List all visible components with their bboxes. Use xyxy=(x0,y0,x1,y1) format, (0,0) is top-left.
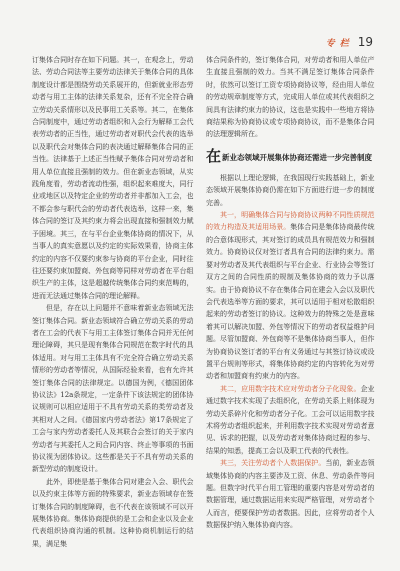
point-body: 集体合同是集体协商最传统的合意体现形式，其对签订的成员具有规范效力和强制效力。协商协议仅对签订者具有合同的法律约束力。需要对劳动者及其代表组织与平台企业、行业协会等签订双方之间的合同性质的规制及集体协商的效力予以落实。由于协商协议不存在集体合同在建会入会以及职代会代表选举等方面的要求，其可以适用于相对松散组织起来的劳动者签订的协议。这种效力的特殊之处是意味着其可以解决加盟、外包等情况下的劳动者权益维护问题。尽管加盟商、外包商等不是集体协商当事人，但作为协商协议签订者的平台有义务通过与其签订协议或设置平台规则等形式，将集体协商约定的内容转化为对劳动者和加盟商有约束力的内容。 xyxy=(206,223,375,381)
section-heading-text: 新业态领域开展集体协商还需进一步完善制度 xyxy=(222,152,373,162)
point-paragraph xyxy=(206,209,375,383)
point-body: 企业通过数字技术实现了去组织化，在劳动关系上则体现为劳动关系碎片化和劳动者分子化。工会可以运用数字技术将劳动者组织起来，并利用数字技术实现对劳动者意见、诉求的把握，以及劳动者对集体协商过程的参与、结果的知悉，提高工会以及职工代表的代表性。 xyxy=(206,384,375,455)
body-paragraph: 体合同条件的，签订集体合同，对劳动者和用人单位产生直接且强制的效力。当其不满足签订集体合同条件时，依然可以签订工资专项协商协议等，经由用人单位的劳动规章制度等方式，完成用人单位或其代表组织之间具有法律约束力的协议，这也是实践中一些地方将协商结果称为协商协议或专项协商协议，而不是集体合同的法理逻辑所在。 xyxy=(206,56,375,139)
body-paragraph: 订集体合同时存在如下问题。其一，在观念上，劳动法、劳动合同法等主要劳动法律关于集体合同的具体制度设计都是围绕劳动关系展开的，但新就业形态劳动者与用工主体的法律关系复杂，还有不完全符合确立劳动关系情形以及民事用工关系等。其二，在集体合同制度中，通过劳动者组织和入会行为解释工会代表劳动者的正当性，通过劳动者对职代会代表的选举以及职代会对集体合同的表决通过解释集体合同的正当性。法律基于上述正当性赋予集体合同对劳动者和用人单位直接且强制的效力。但在新业态领域，从实践角度看，劳动者流动性强，组织起来难度大，同行业或地区以及特定企业的劳动者并非都加入工会，也不都会参与职代会的劳动者代表选举，这样一来，集体合同的签订及其约束力将会出现直接和强制效力赋予困境。其三，在与平台企业集体协商的情况下，从当事人的真实意愿以及约定的实际效果看，协商主体约定的内容不仅要约束参与协商的平台企业，同时往往还要约束加盟商、外包商等同样对劳动者在平台组织生产的主体，这是超越传统集体合同约束范畴的，进而无法通过集体合同的理论解释。 xyxy=(32,56,194,300)
page-header xyxy=(326,35,373,49)
left-column xyxy=(32,54,194,550)
point-paragraph xyxy=(206,457,375,531)
page-number: 19 xyxy=(357,35,373,49)
body-paragraph: 此外，即使是基于集体合同对建会入会、职代会以及约束主体等方面的特殊要求，新业态领域存在签订集体合同的制度障碍，也不代表在该领域不可以开展集体协商。集体协商提供的是工会和企业以及企业代表组织协商沟通的机制。这种协商机制运行的结果，满足集 xyxy=(32,477,194,548)
point-lead: 其二，应用数字技术应对劳动者分子化现象。 xyxy=(220,384,361,393)
right-column xyxy=(206,54,375,532)
point-lead: 其三，关注劳动者个人数据保护。 xyxy=(220,459,326,468)
point-paragraph xyxy=(206,383,375,457)
column-label: 专栏 xyxy=(325,39,354,49)
section-heading xyxy=(206,147,375,165)
intro-paragraph: 根据以上理论逻辑，在我国现行实践基础上，新业态领域开展集体协商仍需在如下方面进行进一步的制度完善。 xyxy=(206,173,375,207)
body-paragraph: 但是，存在以上问题并不意味着新业态领域无法签订集体合同。新业态领域符合确立劳动关系的劳动者在工会的代表下与用工主体签订集体合同并无任何理论障碍，其只是现有集体合同规范在数字时代的具体适用。对与用工主体具有不完全符合确立劳动关系情形的劳动者等情况，从国际经验来看，也有允许其签订集体合同的法律规定。以德国为例，《德国团体协议法》12a条规定，一定条件下该法规定的团体协议规则可以相应适用于不具有劳动关系的类劳动者及其相对人之间。《德国家内劳动者法》第17条规定了工会与家内劳动者委托人及其联合会签订的关于家内劳动者与其委托人之间合同内容、终止等事项的书面协议视为团体协议。这些都是关于不具有劳动关系的新型劳动的制度设计。 xyxy=(32,304,194,474)
section-heading-lead-char: 在 xyxy=(206,146,222,165)
point-body: 当前，新业态领域集体协商的内容主要涉及工资、休息、劳动条件等问题。但数字时代平台用工管理的重要内容是对劳动者的数据管理，通过数据运用来实现严格管理，对劳动者个人而言，便要保护劳动者数据。因此，应将劳动者个人数据保护纳入集体协商内容。 xyxy=(206,459,375,530)
point-lead: 其一，明确集体合同与协商协议两种不同性质规范的效力构造及其适用场景。 xyxy=(206,211,375,232)
